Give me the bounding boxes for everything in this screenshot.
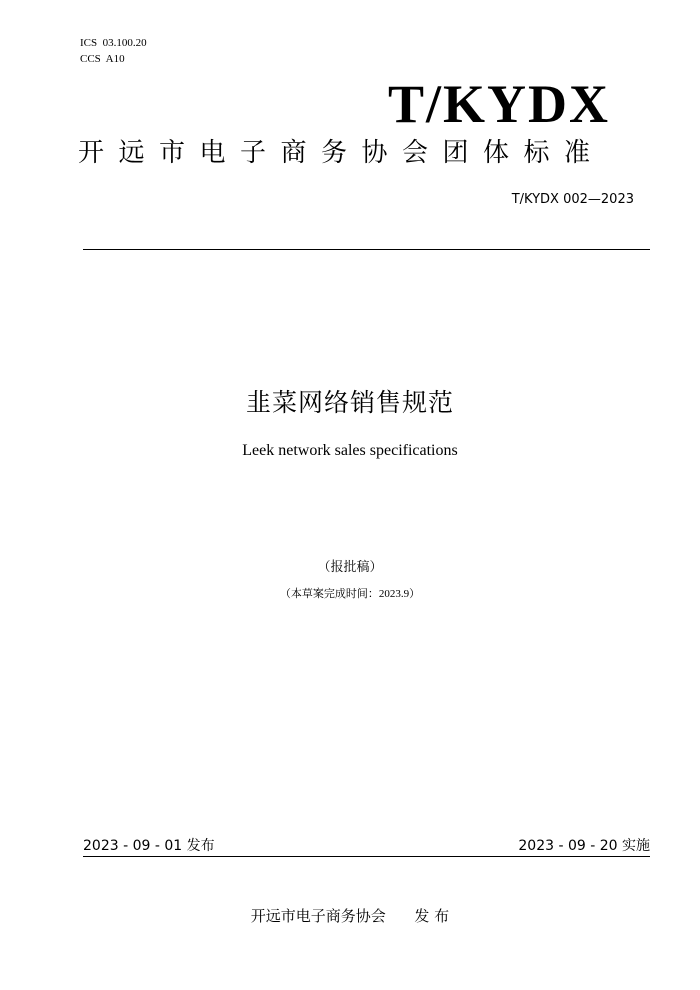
document-title-en: Leek network sales specifications [242,442,458,459]
completion-note: （本草案完成时间：2023.9） [279,588,421,600]
publish-date: 2023 - 09 - 01 发布 [83,838,215,854]
implement-date: 2023 - 09 - 20 实施 [518,838,650,854]
standard-number: T/KYDX 002—2023 [511,192,634,207]
ics-code: ICS 03.100.20 [80,37,147,49]
draft-status: （报批稿） [317,560,383,575]
publisher: 开远市电子商务协会 发 布 [250,907,450,925]
footer-divider [83,856,650,857]
classification-codes [80,35,147,67]
header-divider [83,249,650,250]
standard-brand-logo: T/KYDX [387,74,610,134]
document-title-cn: 韭菜网络销售规范 [245,388,454,417]
ccs-code: CCS A10 [80,53,125,65]
organization-title: 开远市电子商务协会团体标准 [78,138,605,168]
